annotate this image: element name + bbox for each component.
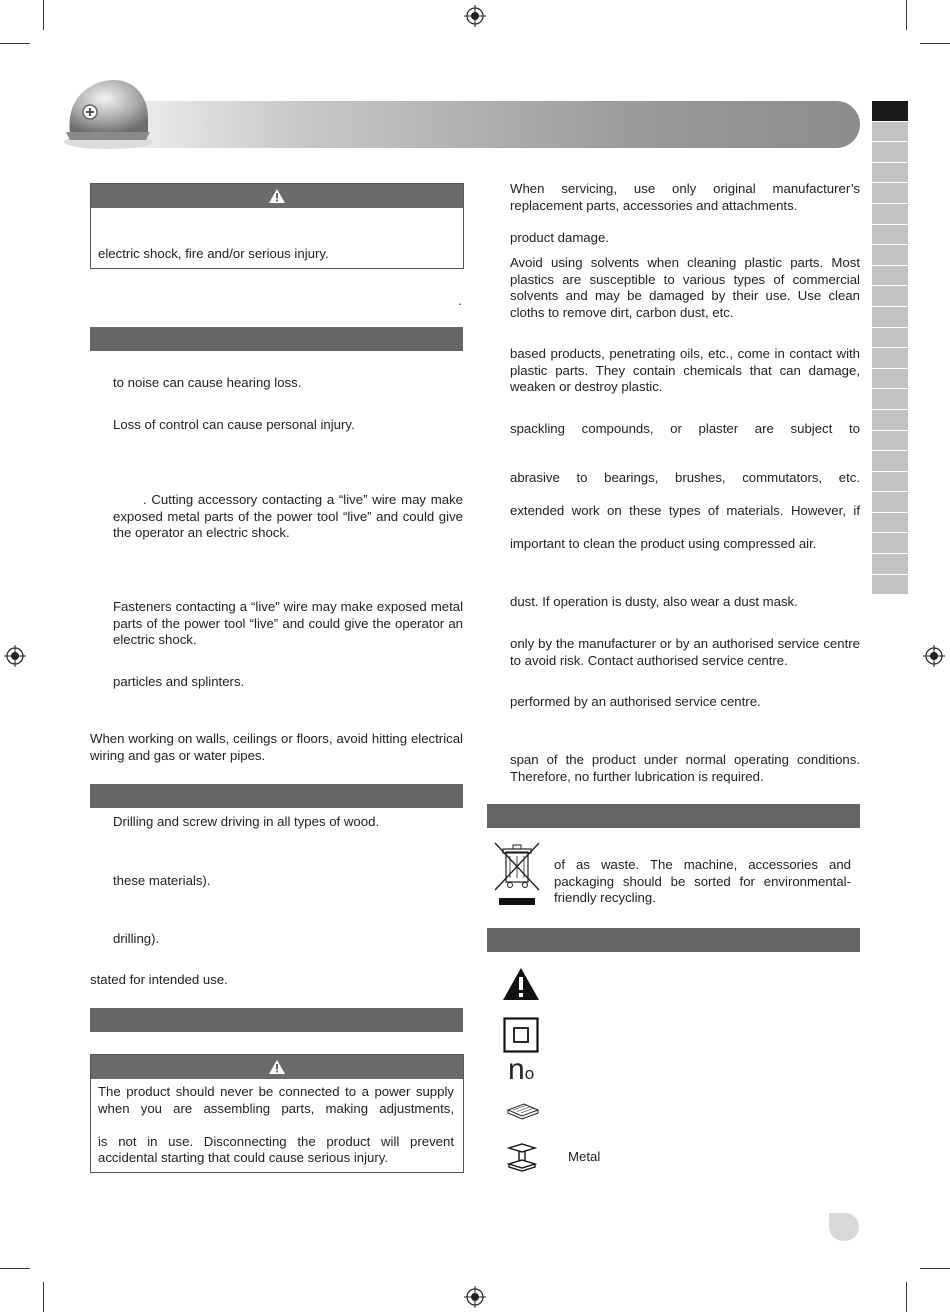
section-header-bar xyxy=(90,1008,463,1032)
chapter-tab-active[interactable] xyxy=(872,101,908,121)
speed-symbol-main: n xyxy=(508,1053,525,1086)
crop-mark xyxy=(43,0,44,30)
no-load-speed-icon xyxy=(508,1052,534,1092)
symbol-label-metal: Metal xyxy=(568,1149,601,1164)
list-item: . Cutting accessory contacting a “live” wire may make exposed metal parts of the power tool “live” and could give the operator an electric shock. xyxy=(113,492,463,540)
crop-mark xyxy=(920,43,950,44)
paragraph: only by the manufacturer or by an authorised service centre to avoid risk. Contact authorised service centre. xyxy=(510,636,860,668)
dot-mark: . xyxy=(458,293,462,308)
warning-header xyxy=(91,1055,463,1079)
list-item: particles and splinters. xyxy=(113,674,245,689)
paragraph: When servicing, use only original manufacturer’s replacement parts, accessories and attachments. xyxy=(510,181,860,213)
chapter-tab[interactable] xyxy=(872,286,908,306)
chapter-tab[interactable] xyxy=(872,348,908,368)
environment-text: of as waste. The machine, accessories and packaging should be sorted for environmental-friendly recycling. xyxy=(554,857,851,905)
chapter-tab[interactable] xyxy=(872,163,908,183)
page-number-badge xyxy=(829,1213,859,1241)
chapter-tab[interactable] xyxy=(872,183,908,203)
chapter-tab[interactable] xyxy=(872,451,908,471)
paragraph: product damage. xyxy=(510,230,609,245)
warning-text-line: is not in use. Disconnecting the product will prevent xyxy=(98,1134,454,1149)
chapter-tab[interactable] xyxy=(872,245,908,265)
list-item: to noise can cause hearing loss. xyxy=(113,375,302,390)
warning-text-line: when you are assembling parts, making adjustments, xyxy=(98,1101,454,1116)
section-header-bar xyxy=(90,784,463,808)
chapter-tab[interactable] xyxy=(872,328,908,348)
registration-mark-icon xyxy=(464,5,486,27)
warning-text-line: accidental starting that could cause serious injury. xyxy=(98,1150,389,1165)
crop-mark xyxy=(0,43,30,44)
paragraph: important to clean the product using compressed air. xyxy=(510,536,817,551)
chapter-tab[interactable] xyxy=(872,492,908,512)
chapter-tab[interactable] xyxy=(872,122,908,142)
chapter-tab[interactable] xyxy=(872,266,908,286)
list-item: Loss of control can cause personal injury. xyxy=(113,417,355,432)
chapter-tab[interactable] xyxy=(872,389,908,409)
chapter-tab[interactable] xyxy=(872,369,908,389)
crop-mark xyxy=(0,1268,30,1269)
header-banner xyxy=(110,101,860,148)
paragraph: dust. If operation is dusty, also wear a dust mask. xyxy=(510,594,798,609)
paragraph: span of the product under normal operating conditions. Therefore, no further lubrication is required. xyxy=(510,752,860,784)
wood-icon xyxy=(506,1102,540,1120)
warning-text: electric shock, fire and/or serious injury. xyxy=(98,246,329,261)
crop-mark xyxy=(906,0,907,30)
chapter-tab[interactable] xyxy=(872,472,908,492)
paragraph: extended work on these types of materials. However, if xyxy=(510,503,860,518)
chapter-tab[interactable] xyxy=(872,513,908,533)
section-header-bar xyxy=(487,928,860,952)
chapter-tab[interactable] xyxy=(872,431,908,451)
chapter-tab[interactable] xyxy=(872,575,908,595)
warning-text-line: The product should never be connected to a power supply xyxy=(98,1084,454,1099)
registration-mark-icon xyxy=(464,1286,486,1308)
paragraph: When working on walls, ceilings or floors, avoid hitting electrical wiring and gas or water pipes. xyxy=(90,731,463,763)
paragraph: Avoid using solvents when cleaning plastic parts. Most plastics are susceptible to various types of commercial solvents and may be damaged by their use. Use clean cloths to remove dirt, carbon dust, etc. xyxy=(510,255,860,320)
crop-mark xyxy=(906,1282,907,1312)
crop-mark xyxy=(920,1268,950,1269)
warning-triangle-icon xyxy=(268,188,286,204)
chapter-tab[interactable] xyxy=(872,554,908,574)
double-insulation-icon xyxy=(503,1017,539,1053)
section-header-bar xyxy=(487,804,860,828)
registration-mark-icon xyxy=(4,645,26,667)
chapter-tab[interactable] xyxy=(872,204,908,224)
paragraph: based products, penetrating oils, etc., come in contact with plastic parts. They contain chemicals that can damage, weaken or destroy plastic. xyxy=(510,346,860,394)
list-item: Fasteners contacting a “live” wire may make exposed metal parts of the power tool “live” and could give the operator an electric shock. xyxy=(113,599,463,647)
list-item: drilling). xyxy=(113,931,160,946)
chapter-tab[interactable] xyxy=(872,307,908,327)
safety-helmet-icon xyxy=(62,74,154,150)
warning-header xyxy=(91,184,463,208)
section-header-bar xyxy=(90,327,463,351)
paragraph: performed by an authorised service centre. xyxy=(510,694,761,709)
chapter-tab[interactable] xyxy=(872,410,908,430)
paragraph: spackling compounds, or plaster are subject to xyxy=(510,421,860,436)
chapter-tab[interactable] xyxy=(872,533,908,553)
list-item: Drilling and screw driving in all types of wood. xyxy=(113,814,380,829)
crop-mark xyxy=(43,1282,44,1312)
warning-triangle-icon xyxy=(268,1059,286,1075)
crossed-bin-icon xyxy=(492,840,542,908)
registration-mark-icon xyxy=(923,645,945,667)
speed-symbol-subscript: o xyxy=(524,1064,535,1083)
paragraph: stated for intended use. xyxy=(90,972,228,987)
warning-triangle-icon xyxy=(502,966,540,1002)
list-item: these materials). xyxy=(113,873,211,888)
paragraph: abrasive to bearings, brushes, commutators, etc. xyxy=(510,470,860,485)
metal-icon xyxy=(506,1142,538,1172)
chapter-tab[interactable] xyxy=(872,142,908,162)
chapter-tabs xyxy=(872,101,908,595)
chapter-tab[interactable] xyxy=(872,225,908,245)
